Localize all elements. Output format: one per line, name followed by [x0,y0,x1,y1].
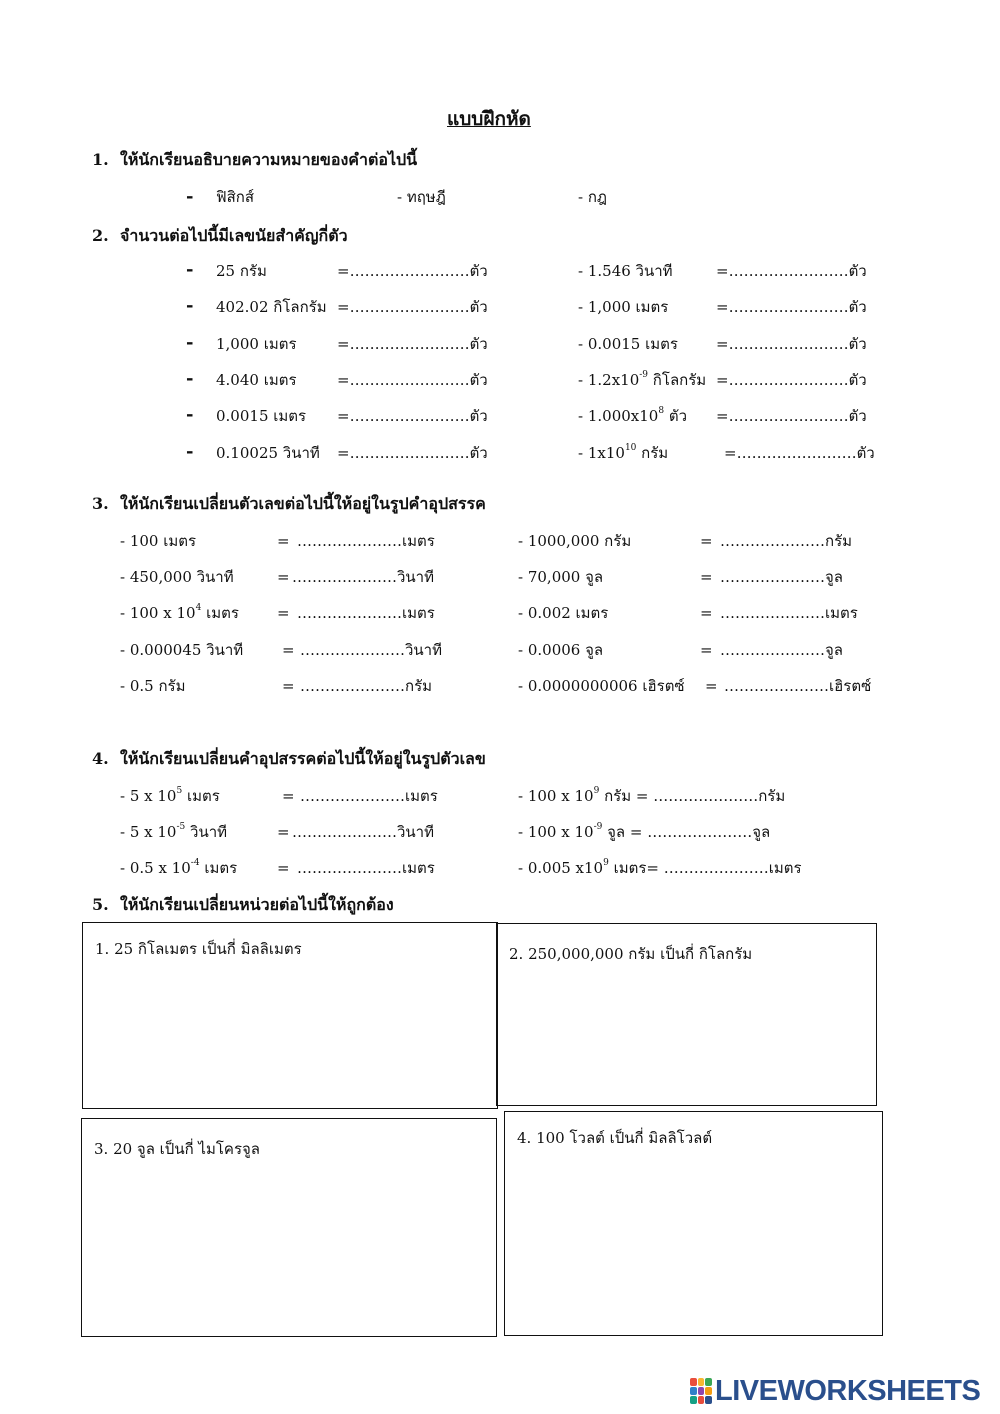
q2-item-l4: 4.040 เมตร [216,371,297,389]
q3-blank-r2[interactable]: …………………จูล [720,568,843,586]
q2-bullet: - [186,404,194,425]
q2-blank-l2[interactable]: =……………………ตัว [337,298,488,316]
q3-blank-l5[interactable]: …………………กรัม [300,677,433,695]
q4-item-r1[interactable]: - 100 x $10^9$ กรัม = …………………กรัม [518,786,786,805]
q3-blank-l1[interactable]: …………………เมตร [297,532,435,550]
q2-item-l2: 402.02 กิโลกรัม [216,298,327,316]
q4-number: 4. [92,749,109,768]
q3-item-l2: - 450,000 วินาที [120,568,234,586]
q3-blank-l2[interactable]: …………………วินาที [292,568,434,586]
q4-blank-l2[interactable]: …………………วินาที [292,823,434,841]
q3-item-r5: - 0.0000000006 เฮิรตซ์ [518,677,685,695]
q3-heading: ให้นักเรียนเปลี่ยนตัวเลขต่อไปนี้ให้อยู่ในรูปคำอุปสรรค [120,494,486,513]
q3-eq-l5: = [282,677,295,695]
q3-item-l5: - 0.5 กรัม [120,677,186,695]
q2-blank-r2[interactable]: =……………………ตัว [716,298,867,316]
q2-item-l5: 0.0015 เมตร [216,407,307,425]
q3-blank-r1[interactable]: …………………กรัม [720,532,853,550]
q5-heading: ให้นักเรียนเปลี่ยนหน่วยต่อไปนี้ให้ถูกต้อง [120,895,394,914]
answer-box-1-prompt: 1. 25 กิโลเมตร เป็นกี่ มิลลิเมตร [95,940,302,958]
q2-blank-l6[interactable]: =……………………ตัว [337,444,488,462]
q4-eq-l1: = [282,787,295,805]
q2-item-r5: - $1.000x10^8$ ตัว [578,406,687,425]
q3-blank-r3[interactable]: …………………เมตร [720,604,858,622]
q1-item-physics: ฟิสิกส์ [216,188,255,206]
q2-blank-r4[interactable]: =……………………ตัว [716,371,867,389]
q3-blank-l4[interactable]: …………………วินาที [300,641,442,659]
q2-item-l6: 0.10025 วินาที [216,444,320,462]
q2-item-r6: - $1x10^{10}$ กรัม [578,443,669,462]
q2-blank-r6[interactable]: =……………………ตัว [724,444,875,462]
answer-box-4-prompt: 4. 100 โวลต์ เป็นกี่ มิลลิโวลต์ [517,1129,713,1147]
q4-eq-l3: = [277,859,290,877]
q1-heading: ให้นักเรียนอธิบายความหมายของคำต่อไปนี้ [120,150,418,169]
q2-bullet: - [186,441,194,462]
q2-blank-l1[interactable]: =……………………ตัว [337,262,488,280]
q3-blank-r4[interactable]: …………………จูล [720,641,843,659]
q3-eq-r3: = [700,604,713,622]
answer-box-2[interactable] [496,923,877,1106]
q3-eq-r4: = [700,641,713,659]
q2-bullet: - [186,259,194,280]
liveworksheets-logo-text: LIVEWORKSHEETS [715,1374,981,1407]
answer-box-1[interactable] [82,922,498,1109]
q4-blank-l3[interactable]: …………………เมตร [297,859,435,877]
q3-item-r4: - 0.0006 จูล [518,641,604,659]
q3-eq-r5: = [705,677,718,695]
answer-box-3[interactable] [81,1118,497,1337]
q3-blank-r5[interactable]: …………………เฮิรตซ์ [724,677,872,695]
page-title: แบบฝึกหัด [447,108,531,130]
q2-item-r1: - 1.546 วินาที [578,262,673,280]
q3-blank-l3[interactable]: …………………เมตร [297,604,435,622]
q3-eq-l2: = [277,568,290,586]
answer-box-2-prompt: 2. 250,000,000 กรัม เป็นกี่ กิโลกรัม [509,945,753,963]
q4-blank-l1[interactable]: …………………เมตร [300,787,438,805]
q4-heading: ให้นักเรียนเปลี่ยนคำอุปสรรคต่อไปนี้ให้อยู่ในรูปตัวเลข [120,749,486,768]
q1-number: 1. [92,150,109,169]
q2-heading: จำนวนต่อไปนี้มีเลขนัยสำคัญกี่ตัว [120,226,348,245]
q3-item-r1: - 1000,000 กรัม [518,532,632,550]
q2-bullet: - [186,295,194,316]
q4-eq-l2: = [277,823,290,841]
q3-eq-l1: = [277,532,290,550]
q3-eq-r2: = [700,568,713,586]
q1-item-law: - กฎ [578,188,607,206]
q2-item-r2: - 1,000 เมตร [578,298,669,316]
q2-blank-l4[interactable]: =……………………ตัว [337,371,488,389]
q2-item-r4: - $1.2x10^{-9}$ กิโลกรัม [578,370,707,389]
q3-eq-r1: = [700,532,713,550]
q2-blank-r1[interactable]: =……………………ตัว [716,262,867,280]
q3-item-l3: - 100 x $10^4$ เมตร [120,603,239,622]
q3-eq-l4: = [282,641,295,659]
q4-item-r3[interactable]: - 0.005 $x10^9$ เมตร= …………………เมตร [518,858,802,877]
q1-item-theory: - ทฤษฎี [397,188,446,206]
q4-item-l2: - 5 x $10^{-5}$ วินาที [120,822,228,841]
q4-item-l1: - 5 x $10^5$ เมตร [120,786,220,805]
q3-eq-l3: = [277,604,290,622]
q2-blank-l3[interactable]: =……………………ตัว [337,335,488,353]
q2-blank-l5[interactable]: =……………………ตัว [337,407,488,425]
q2-blank-r3[interactable]: =……………………ตัว [716,335,867,353]
q2-bullet: - [186,368,194,389]
q3-item-r3: - 0.002 เมตร [518,604,609,622]
answer-box-4[interactable] [504,1111,883,1336]
answer-box-3-prompt: 3. 20 จูล เป็นกี่ ไมโครจูล [94,1140,260,1158]
q2-blank-r5[interactable]: =……………………ตัว [716,407,867,425]
liveworksheets-logo-icon [690,1378,712,1404]
q5-number: 5. [92,895,109,914]
q1-bullet: - [186,186,194,207]
q2-item-r3: - 0.0015 เมตร [578,335,678,353]
q2-number: 2. [92,226,109,245]
q2-item-l3: 1,000 เมตร [216,335,297,353]
q4-item-r2[interactable]: - 100 x $10^{-9}$ จูล = …………………จูล [518,822,771,841]
q3-number: 3. [92,494,109,513]
q4-item-l3: - 0.5 x $10^{-4}$ เมตร [120,858,238,877]
q2-bullet: - [186,332,194,353]
q3-item-l1: - 100 เมตร [120,532,197,550]
liveworksheets-logo [690,1376,980,1406]
q2-item-l1: 25 กรัม [216,262,267,280]
q3-item-r2: - 70,000 จูล [518,568,604,586]
q3-item-l4: - 0.000045 วินาที [120,641,244,659]
